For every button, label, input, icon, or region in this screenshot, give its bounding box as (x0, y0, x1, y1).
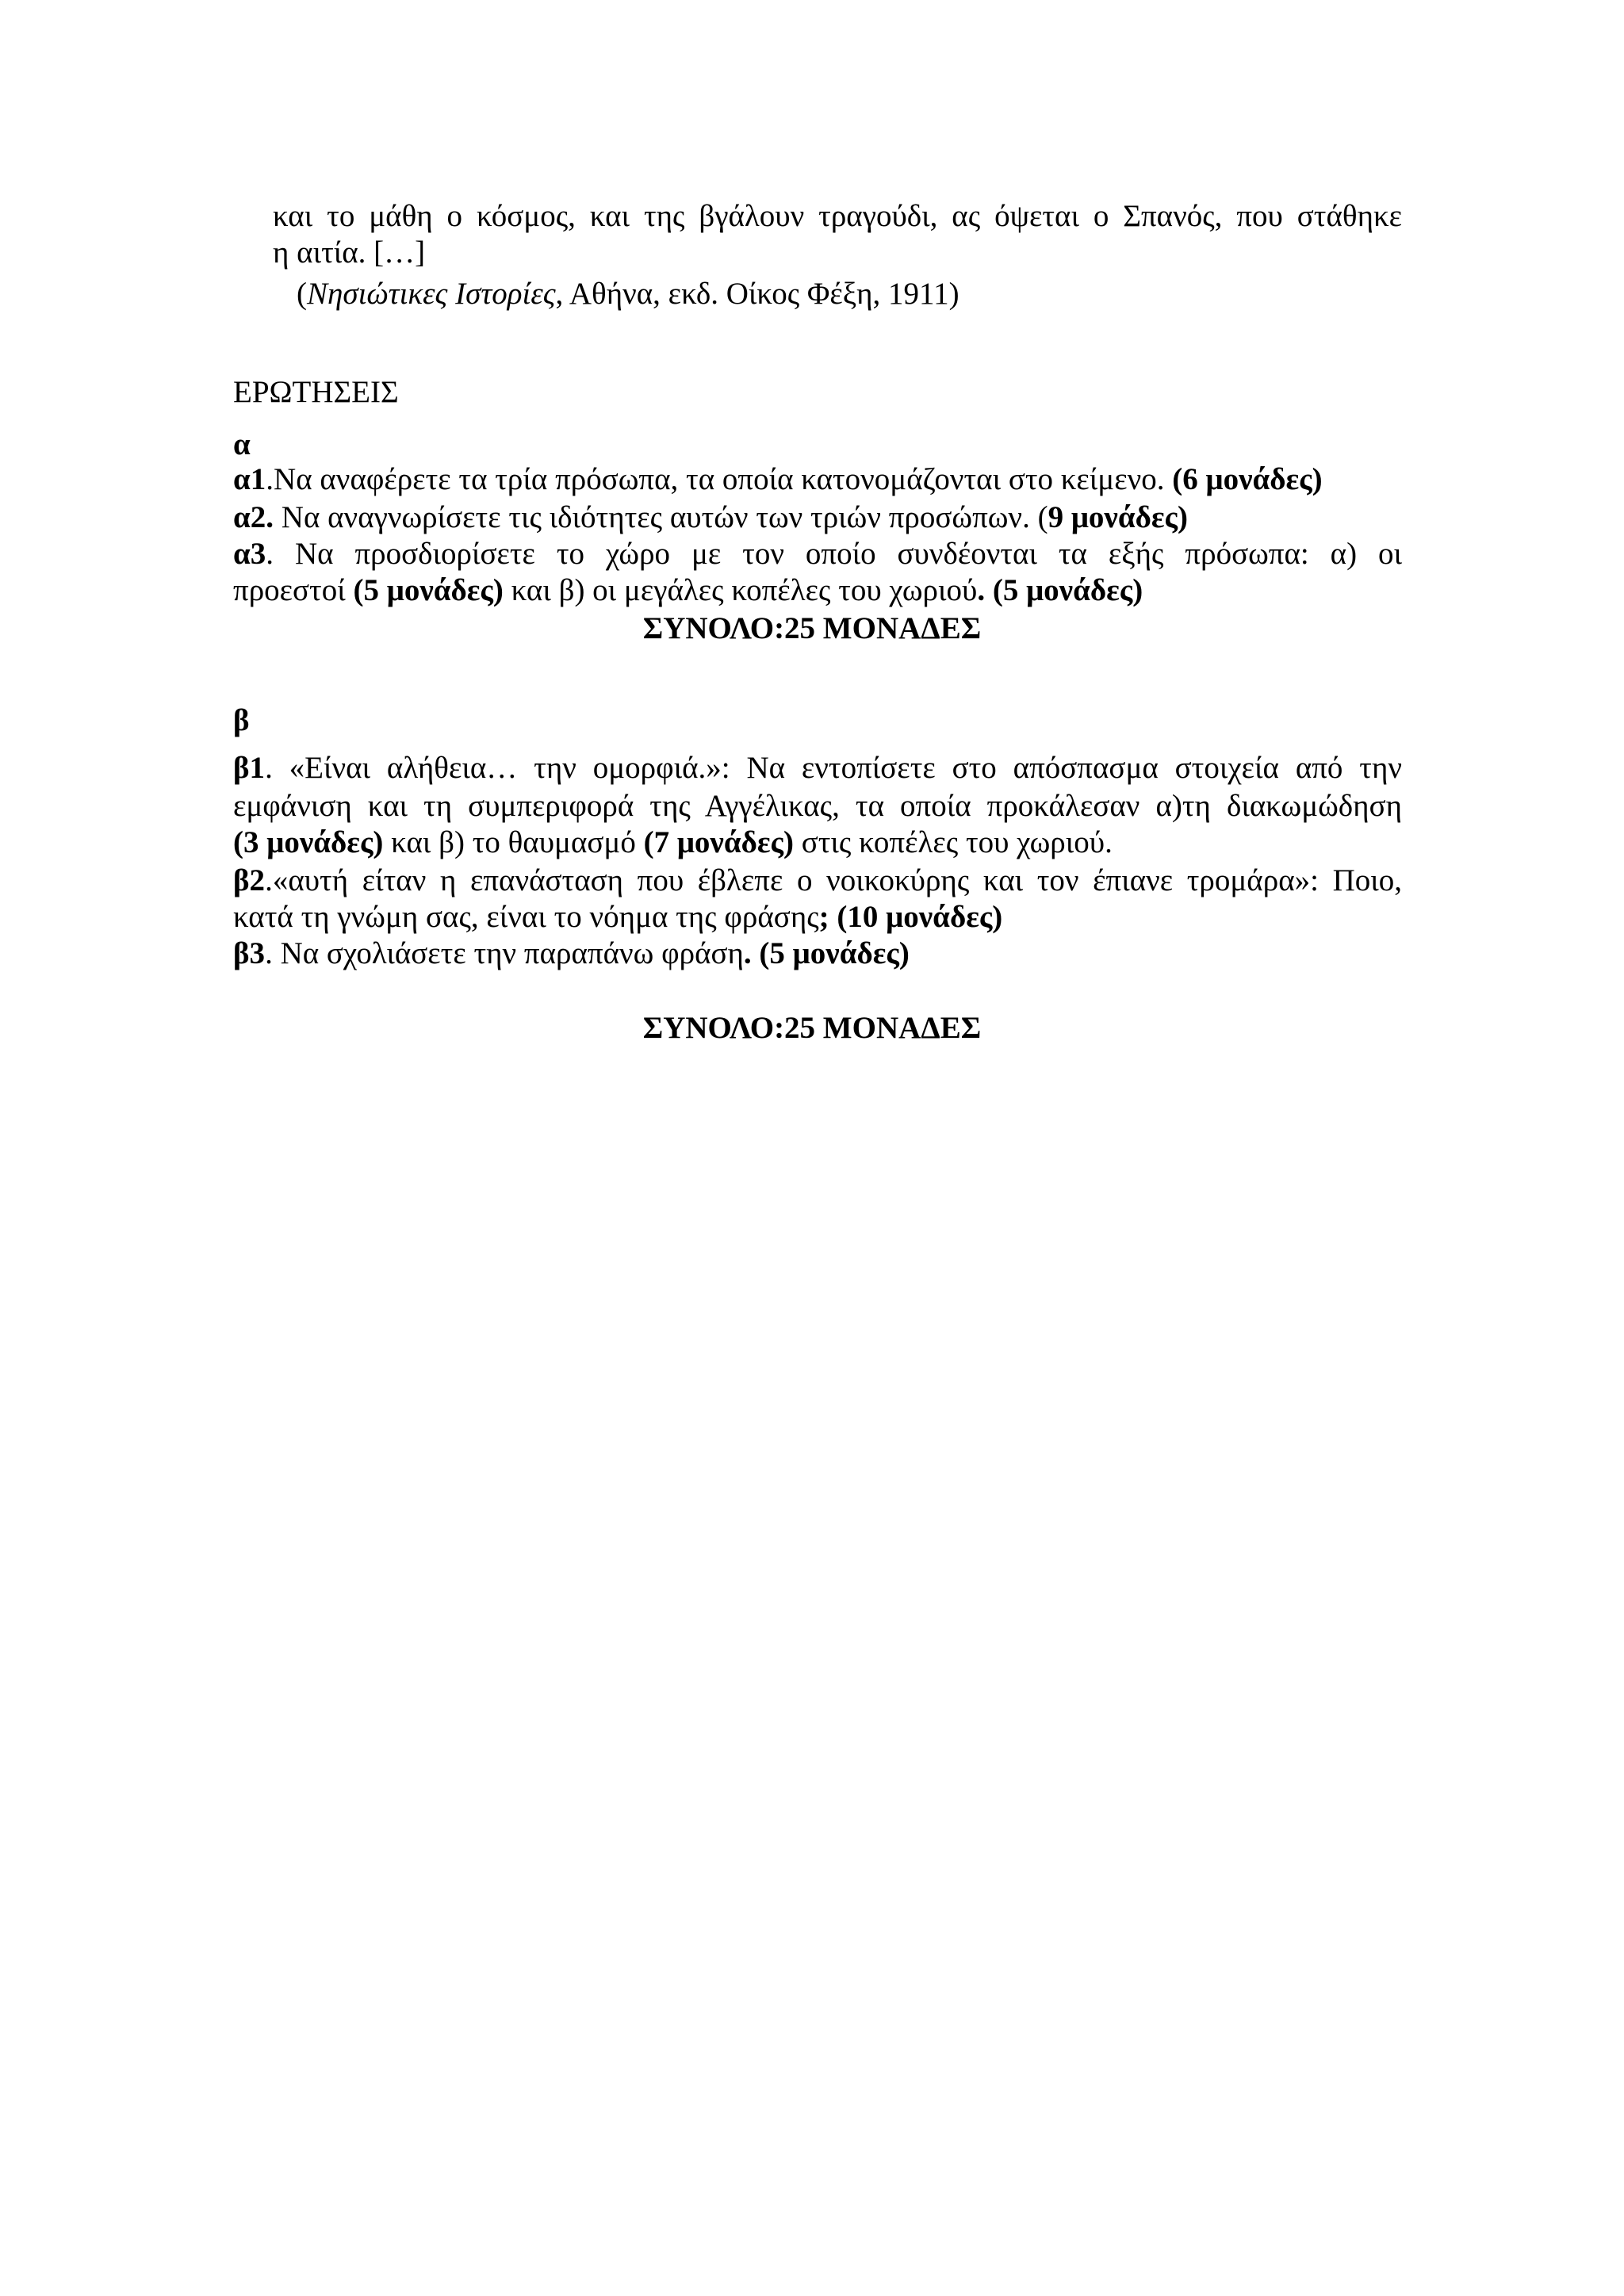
question-a3-line-1 (233, 536, 1402, 572)
question-b2-points: ; (10 μονάδες) (818, 900, 1003, 934)
source-book-title: Νησιώτικες Ιστορίες (307, 277, 556, 311)
excerpt-line-1: και το μάθη ο κόσμος, και της βγάλουν τραγούδι, ας όψεται ο Σπανός, που στάθηκε (273, 199, 1402, 233)
question-a1-points: (6 μονάδες) (1172, 462, 1323, 496)
question-b1-points-2: (7 μονάδες) (643, 825, 794, 859)
section-b-label: β (233, 703, 250, 737)
question-b1-line-3 (233, 825, 1113, 861)
question-a1-number: α1 (233, 462, 266, 496)
question-a2-points: 9 μονάδες) (1048, 500, 1188, 534)
question-a1-text: .Να αναφέρετε τα τρία πρόσωπα, τα οποία κατονομάζονται στο κείμενο. (266, 462, 1173, 496)
source-publication-info: , Αθήνα, εκδ. Οίκος Φέξη, 1911) (555, 277, 959, 311)
question-a1 (233, 461, 1323, 498)
question-b2-number: β2 (233, 863, 266, 897)
questions-heading: ΕΡΩΤΗΣΕΙΣ (233, 375, 399, 409)
section-b-total: ΣΥΝΟΛΟ:25 ΜΟΝΑΔΕΣ (642, 1011, 982, 1045)
question-a3-line-2 (233, 572, 1143, 609)
excerpt-source (297, 276, 959, 312)
question-b2-line-1 (233, 863, 1402, 899)
question-b1-line-1 (233, 750, 1402, 786)
excerpt-line-2: η αιτία. […] (273, 235, 426, 270)
question-b2-text-2: κατά τη γνώμη σας, είναι το νόημα της φράσης (233, 900, 819, 934)
source-open-paren: ( (297, 277, 307, 311)
question-b1-points-1: (3 μονάδες) (233, 825, 384, 859)
question-a2-text: Να αναγνωρίσετε τις ιδιότητες αυτών των τριών προσώπων. ( (274, 500, 1048, 534)
question-a3-text-3: και β) οι μεγάλες κοπέλες του χωριού (503, 573, 978, 607)
section-a-label: α (233, 427, 251, 461)
question-a2-number: α2. (233, 500, 274, 534)
question-b1-text-1: . «Είναι αλήθεια… την ομορφιά.»: Να εντοπίσετε στο απόσπασμα στοιχεία από την (265, 751, 1402, 785)
question-b1-text-4: στις κοπέλες του χωριού. (793, 825, 1113, 859)
question-b2-line-2 (233, 899, 1002, 936)
question-b1-number: β1 (233, 751, 266, 785)
question-a2 (233, 499, 1188, 536)
question-b1-line-2: εμφάνιση και τη συμπεριφορά της Αγγέλικας, τα οποία προκάλεσαν α)τη διακωμώδηση (233, 789, 1402, 823)
question-b1-text-3: και β) το θαυμασμό (383, 825, 644, 859)
question-a3-points-2: . (5 μονάδες) (977, 573, 1143, 607)
question-a3-number: α3 (233, 537, 266, 571)
section-a-total: ΣΥΝΟΛΟ:25 ΜΟΝΑΔΕΣ (642, 611, 982, 645)
question-a3-points-1: (5 μονάδες) (353, 573, 504, 607)
question-b3-points: . (5 μονάδες) (743, 936, 910, 970)
question-a3-text-1: . Να προσδιορίσετε το χώρο με τον οποίο συνδέονται τα εξής πρόσωπα: α) οι (266, 537, 1402, 571)
question-b3-number: β3 (233, 936, 266, 970)
question-b3-text: . Να σχολιάσετε την παραπάνω φράση (265, 936, 744, 970)
question-b2-text-1: .«αυτή είταν η επανάσταση που έβλεπε ο νοικοκύρης και τον έπιανε τρομάρα»: Ποιο, (265, 863, 1402, 897)
question-b3 (233, 936, 910, 972)
question-a3-text-2: προεστοί (233, 573, 354, 607)
